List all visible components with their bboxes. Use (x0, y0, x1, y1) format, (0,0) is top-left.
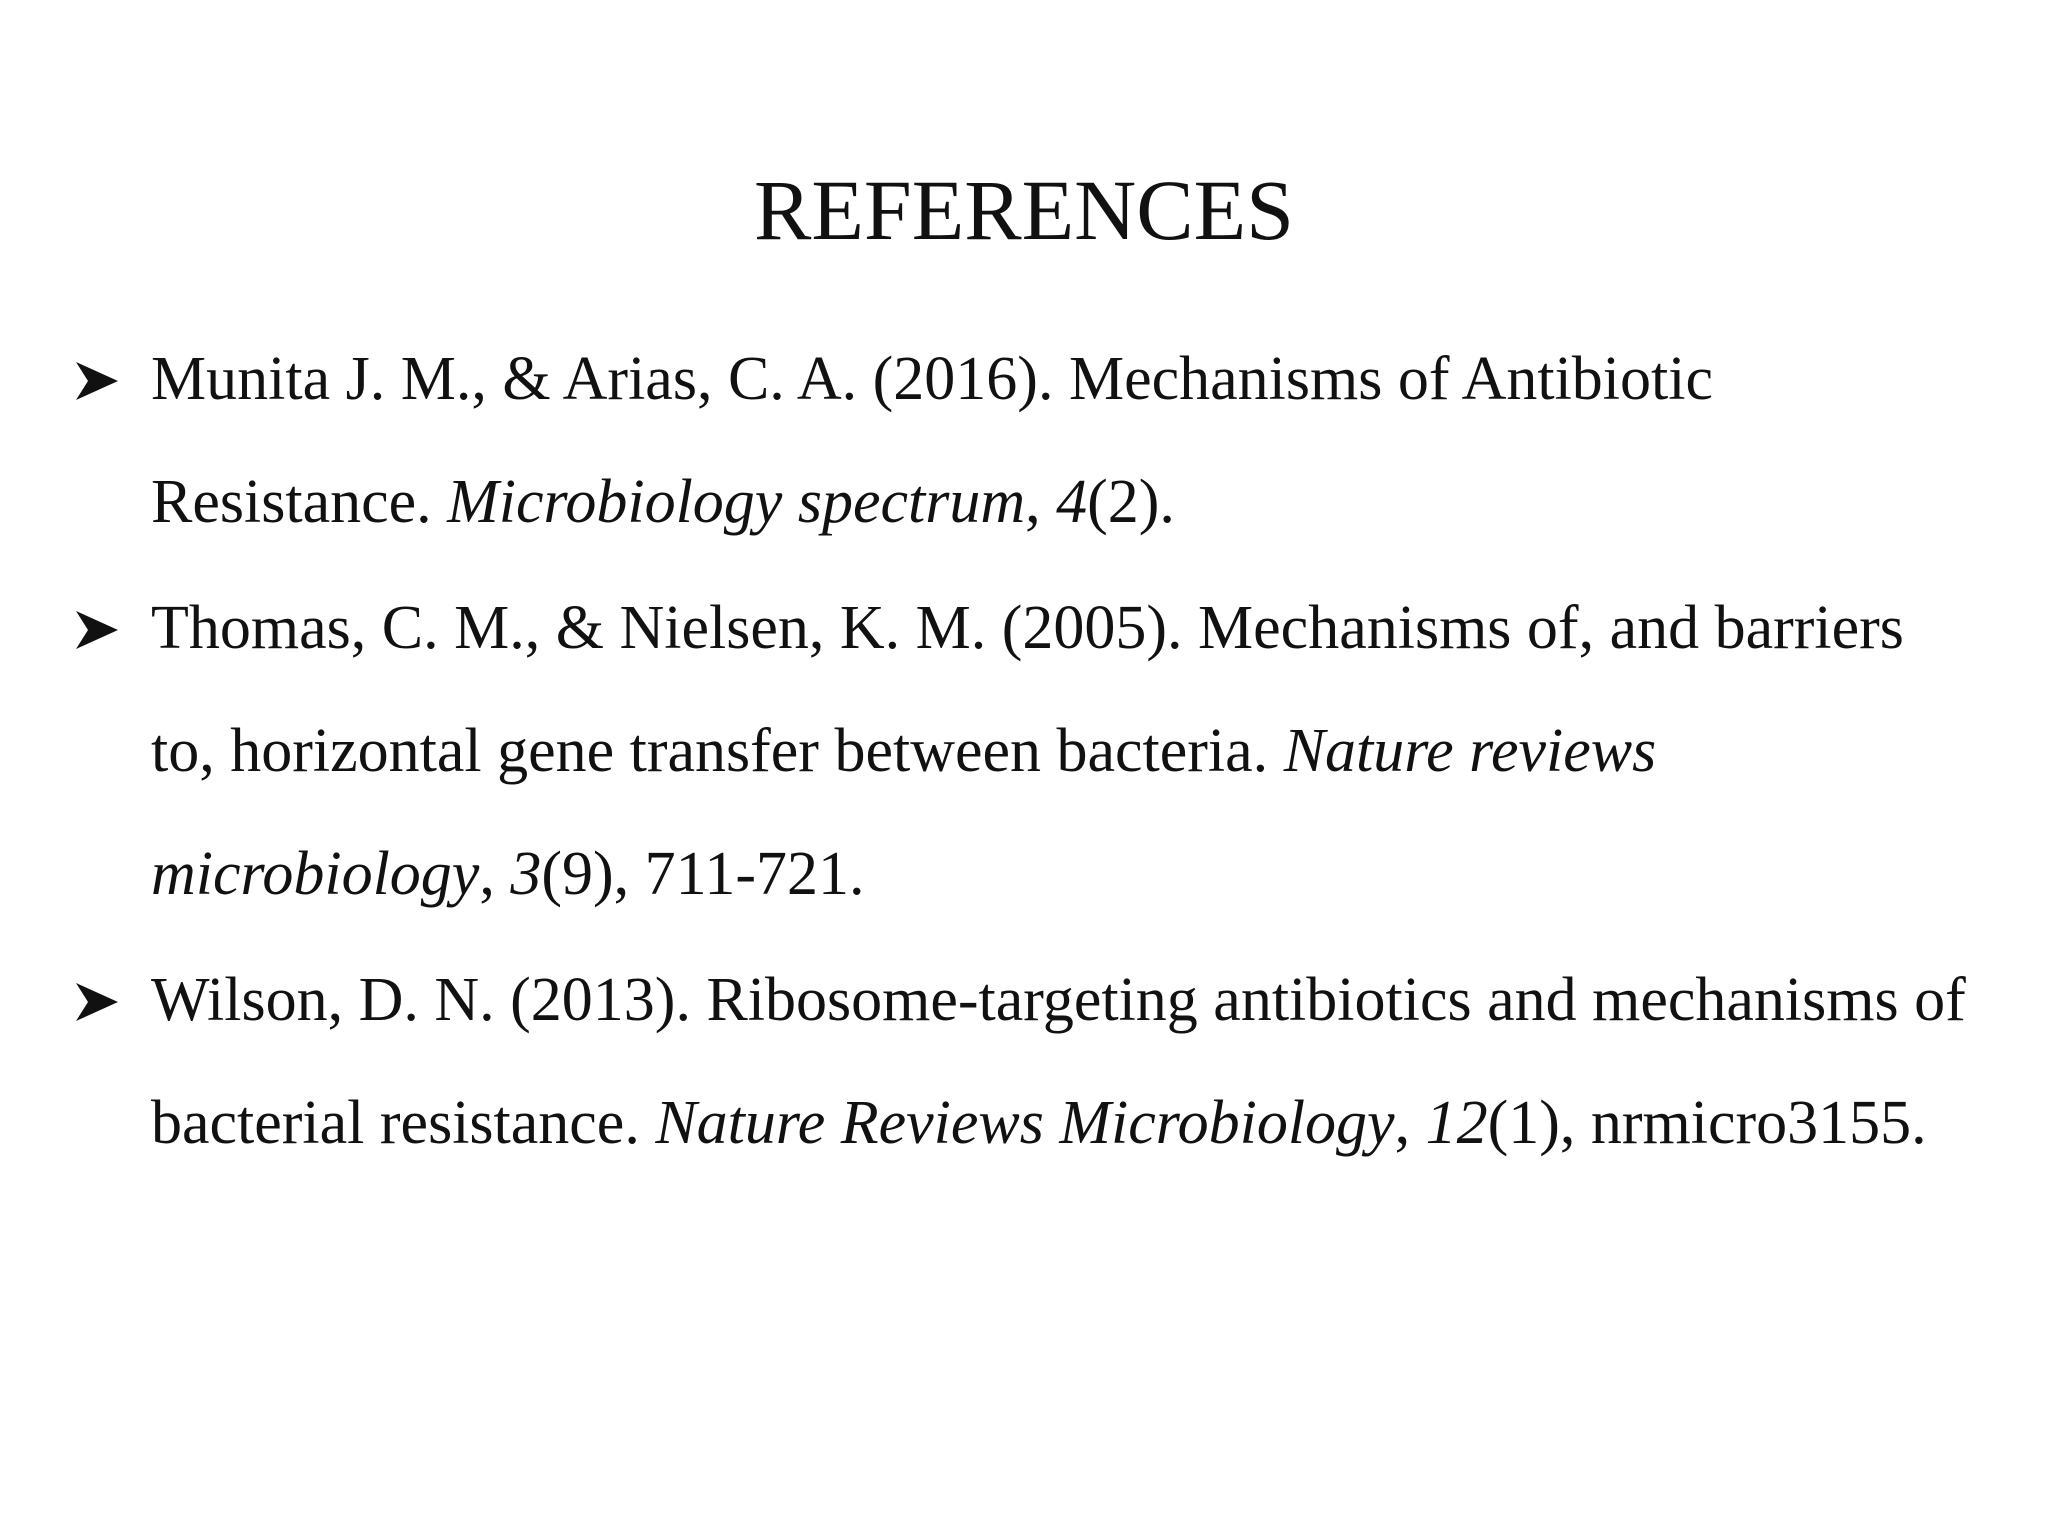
reference-journal: Microbiology spectrum (447, 468, 1026, 536)
arrowhead-bullet-icon (74, 358, 120, 404)
reference-citation: Munita J. M., & Arias, C. A. (2016). Mechanisms of Antibiotic Resistance. (151, 345, 1713, 536)
reference-separator: , (1394, 1089, 1426, 1157)
reference-text (151, 594, 1904, 908)
reference-volume: 4 (1056, 468, 1088, 536)
arrowhead-bullet-icon (74, 979, 120, 1025)
reference-list (72, 318, 1972, 1188)
reference-issue-pages: (2). (1087, 468, 1175, 536)
reference-citation: Thomas, C. M., & Nielsen, K. M. (2005). Mechanisms of, and barriers to, horizontal gene transfer between bacteria. (151, 594, 1904, 785)
reference-journal: Nature reviews microbiology (151, 717, 1657, 908)
reference-issue-pages: (9), 711-721. (541, 840, 865, 908)
reference-issue-pages: (1), nrmicro3155. (1487, 1089, 1927, 1157)
reference-text (151, 966, 1966, 1157)
page-title: REFERENCES (754, 162, 1294, 258)
reference-volume: 12 (1425, 1089, 1488, 1157)
reference-volume: 3 (510, 840, 542, 908)
arrowhead-bullet-icon (74, 607, 120, 653)
reference-citation: Wilson, D. N. (2013). Ribosome-targeting antibiotics and mechanisms of bacterial resistance. (151, 966, 1966, 1157)
reference-journal: Nature Reviews Microbiology (655, 1089, 1395, 1157)
reference-separator: , (479, 840, 511, 908)
reference-item (72, 939, 1972, 1185)
reference-separator: , (1025, 468, 1057, 536)
reference-item (72, 318, 1972, 564)
reference-item (72, 567, 1972, 936)
reference-text (151, 345, 1713, 536)
